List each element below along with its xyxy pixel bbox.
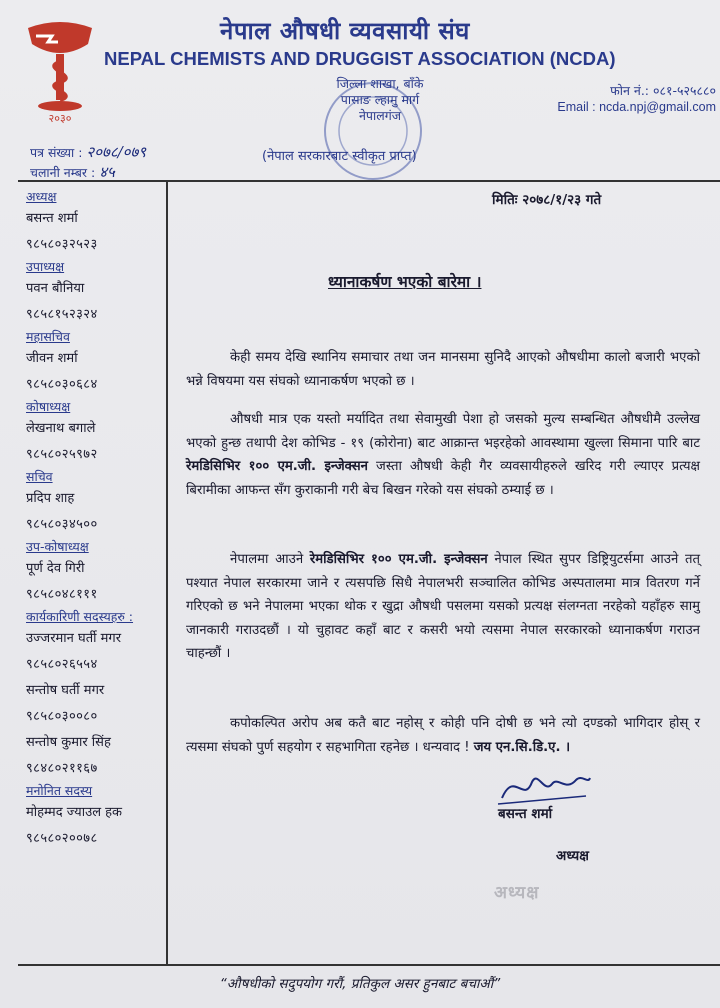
member-name: बसन्त शर्मा [26, 211, 78, 226]
member-name: उज्जरमान घर्ती मगर [26, 631, 122, 646]
header-divider [18, 180, 720, 182]
member-phone: ९८५८०२००७८ [26, 831, 98, 846]
address-line: जिल्ला शाखा, बाँके [336, 76, 424, 91]
address-block [300, 76, 460, 124]
member-title: उपाध्यक्ष [26, 259, 65, 274]
dispatch-number [30, 162, 115, 182]
member-block [26, 398, 166, 468]
member-title: अध्यक्ष [26, 189, 57, 204]
member-phone: ९८४८०२११६७ [26, 761, 98, 776]
paragraph-text: नेपालमा आउने [230, 552, 310, 567]
member-name: सन्तोष घर्ती मगर [26, 683, 105, 698]
phone-number: फोन नं.: ०८१-५२५८८० [610, 83, 716, 98]
email-address: Email : ncda.npj@gmail.com [557, 100, 716, 114]
reference-label: पत्र संख्या : [30, 145, 83, 160]
paragraph-text: केही समय देखि स्थानिय समाचार तथा जन मानसमा सुनिदै आएको औषधीमा कालो बजारी भएको भन्ने विषयमा यस संघको ध्यानाकर्षण भएको छ । [186, 350, 700, 389]
address-line: पासाङ ल्हामु मार्ग [340, 92, 420, 107]
member-name: मोहम्मद ज्याउल हक [26, 805, 123, 820]
svg-text:२०३०: २०३० [48, 112, 72, 125]
committee-sidebar [26, 188, 166, 852]
signer-role: अध्यक्ष [556, 848, 589, 864]
member-block [26, 188, 166, 258]
paragraph-text: कपोकल्पित अरोप अब कतै बाट नहोस् र कोही पनि दोषी छ भने त्यो दण्डको भागिदार होस् र त्यसमा संघको पुर्ण सहयोग र सहभागिता रहनेछ । धन्यवाद ! [186, 716, 700, 755]
member-title: महासचिव [26, 329, 70, 344]
member-name: पवन बौनिया [26, 281, 85, 296]
member-phone: ९८५८१५२३२४ [26, 307, 98, 322]
member-title: कार्यकारिणी सदस्यहरु : [26, 609, 134, 624]
drug-name: रेमडिसिभिर १०० एम.जी. इन्जेक्सन [186, 459, 368, 474]
role-stamp: अध्यक्ष [494, 883, 540, 903]
paragraph-2 [186, 408, 700, 502]
letter-date: मितिः २०७८/१/२३ गते [492, 192, 602, 208]
drug-name: रेमडिसिभिर १०० एम.जी. इन्जेक्सन [309, 552, 488, 567]
letter-subject: ध्यानाकर्षण भएको बारेमा । [328, 273, 482, 291]
paragraph-text: औषधी मात्र एक यस्तो मर्यादित तथा सेवामुखी पेशा हो जसको मुल्य सम्बन्धित औषधीमै उल्लेख भएको हुन्छ तथापी देश कोभिड - १९ (कोरोना) बाट आक्रान्त भइरहेको आवस्थामा खुल्ला सिमाना पारि बाट [186, 412, 700, 451]
paragraph-4 [186, 712, 700, 759]
paragraph-3 [186, 548, 700, 666]
footer-divider [18, 964, 720, 966]
recognition-note: (नेपाल सरकारबाट स्वीकृत प्राप्त) [262, 149, 417, 164]
member-phone: ९८५८०३२५२३ [26, 237, 98, 252]
member-block [26, 258, 166, 328]
signature-icon [494, 764, 594, 808]
member-phone: ९८५८०२५९७२ [26, 447, 98, 462]
member-phone: ९८५८०४८१११ [26, 587, 98, 602]
member-title: कोषाध्यक्ष [26, 399, 71, 414]
footer-slogan: “औषधीको सदुपयोग गरौं, प्रतिकुल असर हुनबाट बचाऔं” [219, 976, 501, 992]
org-name-nepali: नेपाल औषधी व्यवसायी संघ [220, 17, 470, 45]
member-title: उप-कोषाध्यक्ष [26, 539, 89, 554]
org-name-english: NEPAL CHEMISTS AND DRUGGIST ASSOCIATION (NCDA) [104, 48, 616, 69]
member-phone: ९८५८०२६५५४ [26, 657, 98, 672]
address-line: नेपालगंज [358, 108, 402, 123]
sidebar-divider [166, 180, 168, 966]
member-block [26, 468, 166, 538]
reference-number [30, 142, 146, 162]
member-block [26, 782, 166, 852]
paragraph-1 [186, 346, 700, 393]
signer-name: बसन्त शर्मा [498, 806, 553, 822]
member-name: लेखनाथ बगाले [26, 421, 96, 436]
closing-slogan: जय एन.सि.डि.ए. । [473, 739, 571, 755]
member-block [26, 328, 166, 398]
member-name: सन्तोष कुमार सिंह [26, 735, 111, 750]
member-block [26, 678, 166, 730]
paragraph-text: नेपाल स्थित सुपर डिष्ट्रियुटर्समा आउने तत् पश्यात नेपाल सरकारमा जाने र त्यसपछि सिधै नेपालभरी सञ्चालित कोभिड अस्पतालमा मात्र वितरण गर्ने गरिएको छ भने नेपालमा भएका थोक र खुद्रा औषधी पसलमा यसको प्रत्यक्ष संलग्नता नरहेको यहाँहरु सामु जानकारी गराउदछौं । यो चुहावट कहाँ बाट र कसरी भयो त्यसमा नेपाल सरकारको ध्यानाकर्षण गराउन चाहन्छौं । [186, 552, 701, 661]
member-block [26, 730, 166, 782]
member-phone: ९८५८०३००८० [26, 709, 98, 724]
reference-value: २०७८/०७९ [86, 143, 147, 161]
member-name: जीवन शर्मा [26, 351, 78, 366]
member-phone: ९८५८०३०६८४ [26, 377, 98, 392]
member-name: पूर्ण देव गिरी [26, 561, 85, 576]
dispatch-label: चलानी नम्बर : [30, 165, 96, 180]
member-title: सचिव [26, 469, 53, 484]
member-block [26, 538, 166, 608]
member-title: मनोनित सदस्य [26, 783, 93, 798]
member-block [26, 608, 166, 678]
member-name: प्रदिप शाह [26, 491, 75, 506]
ncda-logo-icon [22, 18, 98, 126]
member-phone: ९८५८०३४५०० [26, 517, 98, 532]
dispatch-value: ४५ [99, 163, 115, 181]
paragraph-text: जस्ता औषधी केही गैर व्यवसायीहरुले खरिद गरी ल्याएर प्रत्यक्ष बिरामीका आफन्त सँग कुराकानी गरी बेच बिखन गरेको यस संघको ठम्याई छ । [186, 459, 700, 498]
